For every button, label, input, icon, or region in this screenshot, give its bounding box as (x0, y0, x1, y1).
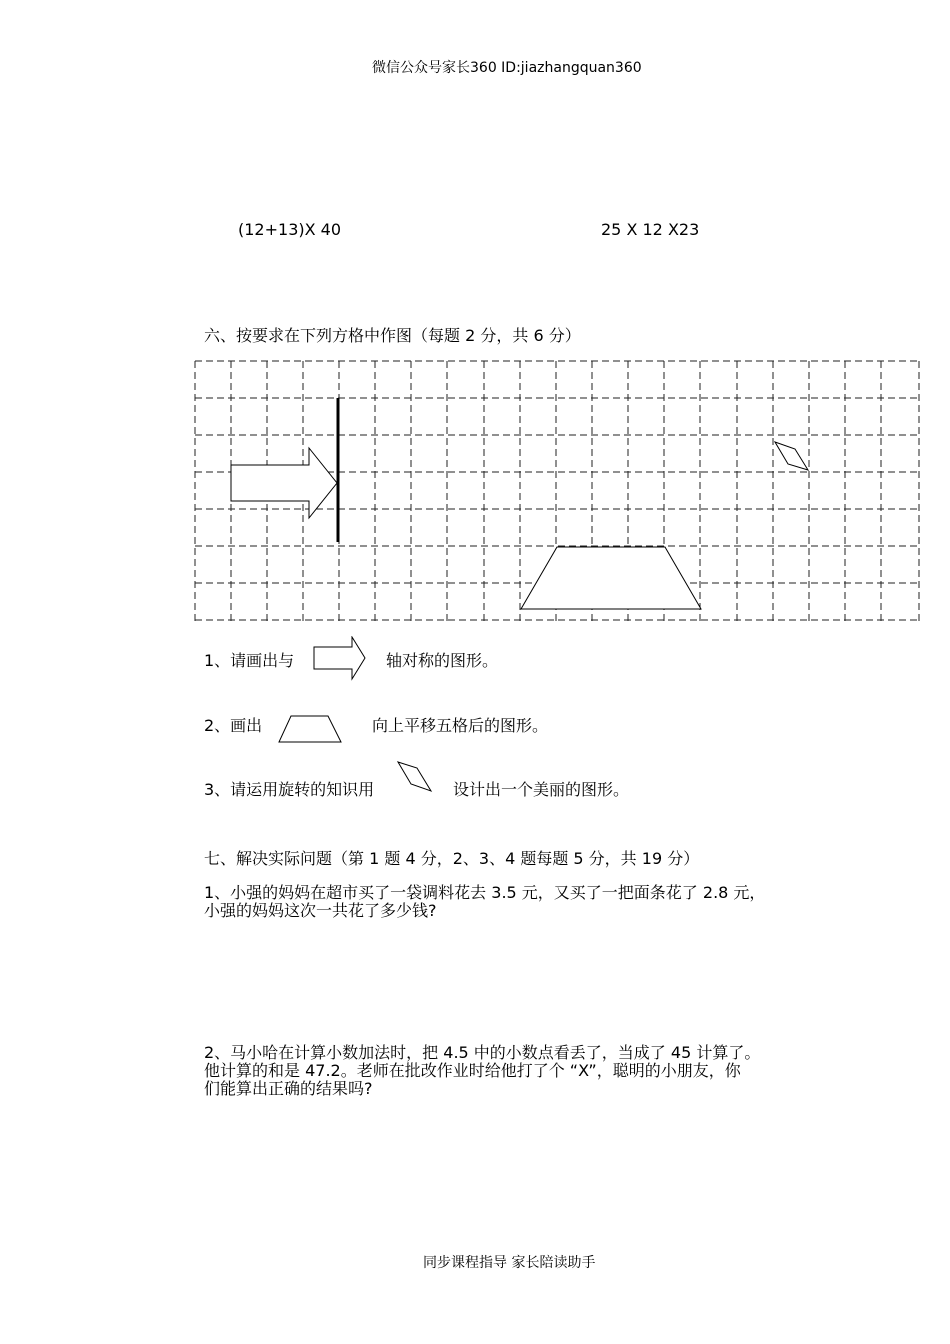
rhombus-shape (775, 442, 808, 470)
trapezoid-icon (277, 714, 343, 744)
problem-1-line-2: 小强的妈妈这次一共花了多少钱? (204, 901, 437, 920)
expression-right: 25 X 12 X23 (601, 220, 700, 239)
section-7-title: 七、解决实际问题（第 1 题 4 分，2、3、4 题每题 5 分，共 19 分） (204, 849, 700, 868)
question-2-text-before: 2、画出 (204, 716, 263, 735)
drawing-grid (194, 360, 922, 622)
problem-2-line-1: 2、马小哈在计算小数加法时，把 4.5 中的小数点看丢了，当成了 45 计算了。 (204, 1043, 761, 1062)
page-footer: 同步课程指导 家长陪读助手 (423, 1255, 596, 1271)
question-1-text-after: 轴对称的图形。 (386, 651, 499, 670)
question-3-text-after: 设计出一个美丽的图形。 (453, 780, 630, 799)
problem-2-line-2: 他计算的和是 47.2。老师在批改作业时给他打了个 “X”，聪明的小朋友，你 (204, 1061, 741, 1080)
arrow-icon (313, 636, 367, 682)
question-3-text-before: 3、请运用旋转的知识用 (204, 780, 375, 799)
trapezoid-shape (521, 547, 701, 609)
problem-2-line-3: 们能算出正确的结果吗? (204, 1079, 373, 1098)
rhombus-icon (396, 760, 434, 794)
expression-left: (12+13)X 40 (238, 220, 342, 239)
right-arrow-shape (231, 448, 337, 518)
section-6-title: 六、按要求在下列方格中作图（每题 2 分，共 6 分） (204, 326, 581, 345)
question-1-text-before: 1、请画出与 (204, 651, 295, 670)
question-2-text-after: 向上平移五格后的图形。 (372, 716, 549, 735)
problem-1-line-1: 1、小强的妈妈在超市买了一袋调料花去 3.5 元，又买了一把面条花了 2.8 元， (204, 883, 766, 902)
page-header: 微信公众号家长360 ID:jiazhangquan360 (372, 60, 642, 76)
